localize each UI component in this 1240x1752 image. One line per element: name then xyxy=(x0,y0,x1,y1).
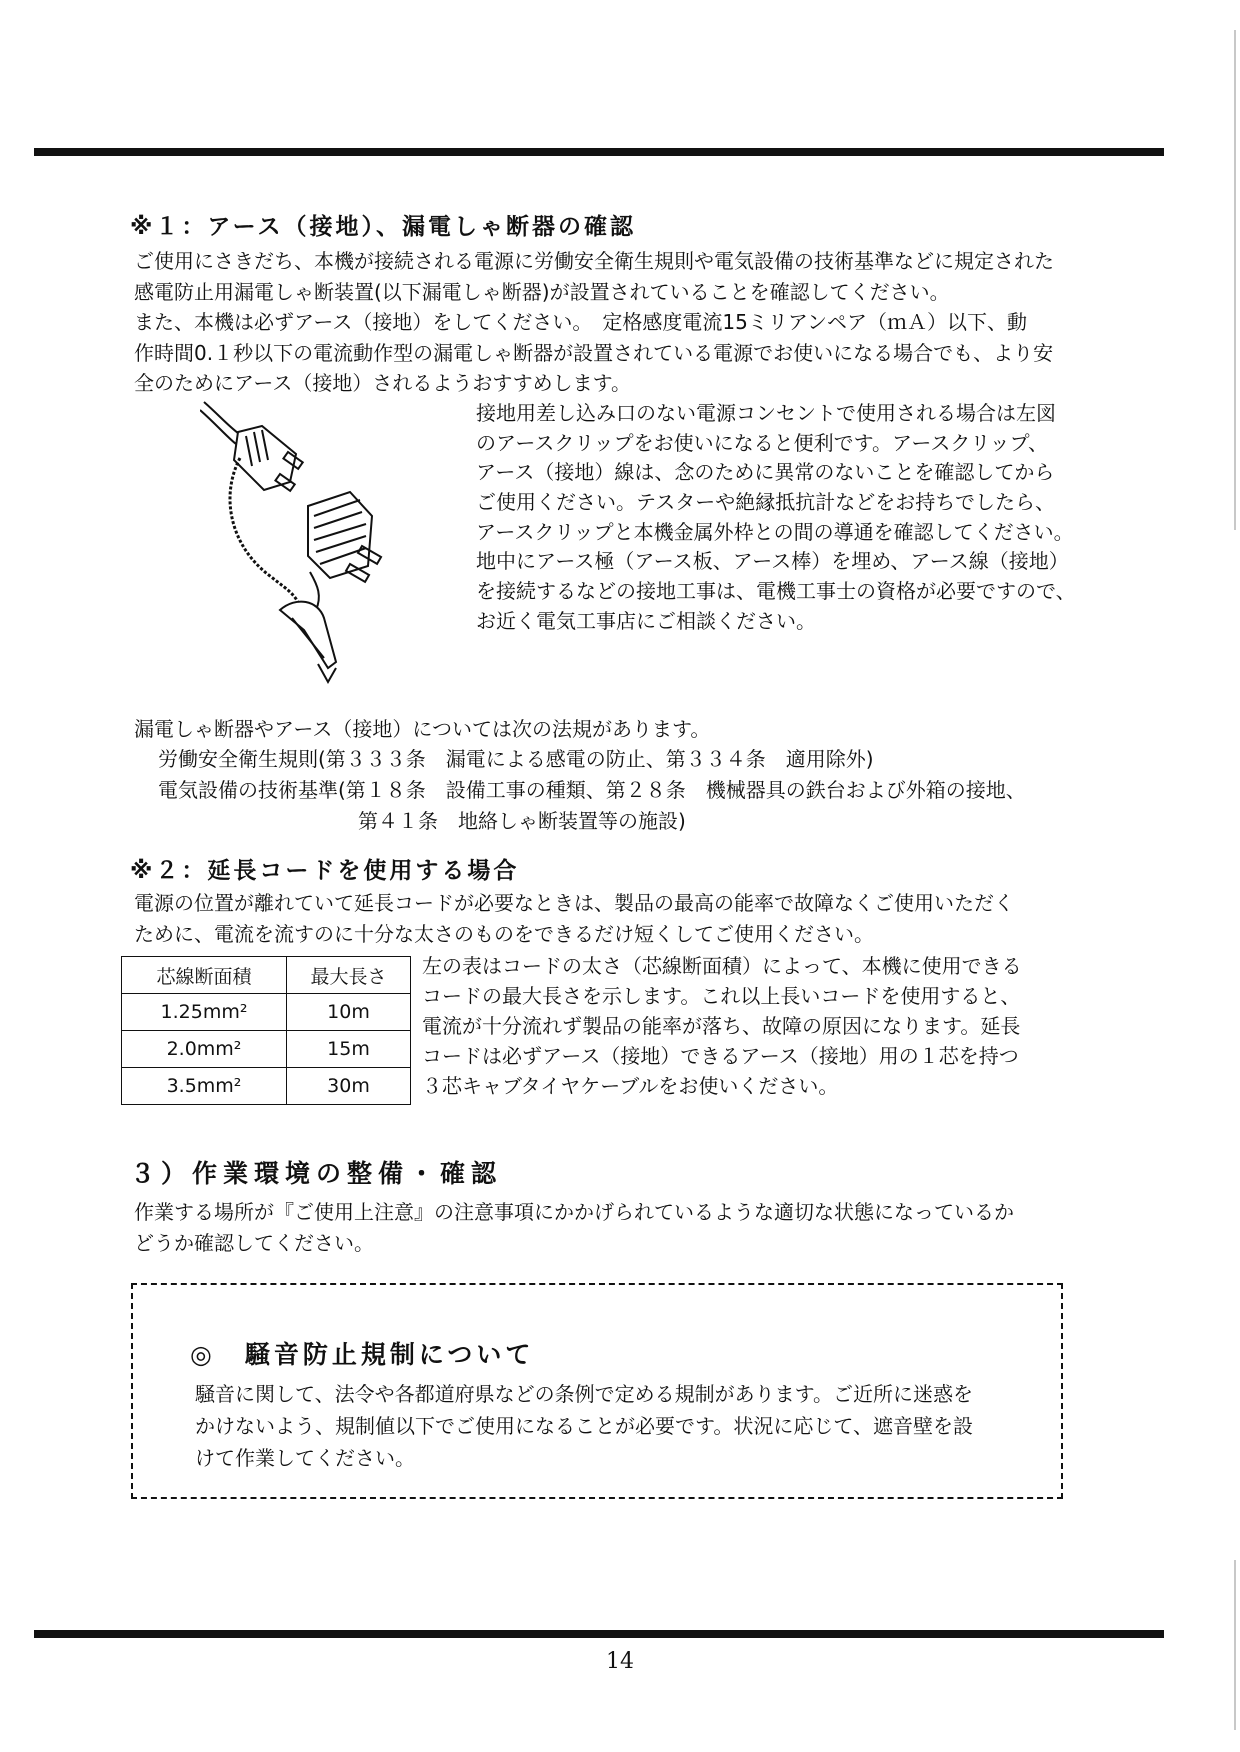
table-cell: 10m xyxy=(287,994,411,1031)
scan-edge-mark xyxy=(1234,1560,1236,1730)
text-line: また、本機は必ずアース（接地）をしてください。 定格感度電流15ミリアンペア（ｍＡ）以下、動 xyxy=(134,310,1028,335)
text-line: 作業する場所が『ご使用上注意』の注意事項にかかげられているような適切な状態になっているか xyxy=(134,1200,1014,1224)
table-cell: 3.5mm² xyxy=(122,1068,287,1105)
text-line: ご使用にさきだち、本機が接続される電源に労働安全衛生規則や電気設備の技術基準などに規定された xyxy=(134,249,1054,273)
cord-length-table xyxy=(121,956,411,1105)
text-line: コードは必ずアース（接地）できるアース（接地）用の１芯を持つ xyxy=(422,1044,1019,1068)
bottom-rule xyxy=(34,1630,1164,1638)
table-cell: 1.25mm² xyxy=(122,994,287,1031)
text-line: 全のためにアース（接地）されるようおすすめします。 xyxy=(134,371,631,396)
text-line: アース（接地）線は、念のために異常のないことを確認してから xyxy=(476,460,1055,485)
notice-heading: ◎ 騒音防止規制について xyxy=(190,1340,535,1369)
text-line: アースクリップと本機金属外枠との間の導通を確認してください。 xyxy=(476,519,1074,544)
section3-text xyxy=(134,1197,1014,1258)
text-line: お近く電気工事店にご相談ください。 xyxy=(476,608,816,633)
text-line: どうか確認してください。 xyxy=(134,1230,374,1255)
text-line: かけないよう、規制値以下でご使用になることが必要です。状況に応じて、遮音壁を設 xyxy=(195,1414,973,1438)
section2-heading: ※２：延長コードを使用する場合 xyxy=(130,858,520,884)
text-line: 騒音に関して、法令や各都道府県などの条例で定める規制があります。ご近所に迷惑を xyxy=(195,1382,973,1406)
notice-text xyxy=(195,1378,973,1474)
top-rule xyxy=(34,148,1164,156)
text-line: 左の表はコードの太さ（芯線断面積）によって、本機に使用できる xyxy=(422,954,1022,978)
cord-side-text xyxy=(422,951,1022,1101)
text-line: 接地用差し込み口のない電源コンセントで使用される場合は左図 xyxy=(476,401,1056,425)
earth-clip-text xyxy=(476,399,1076,637)
law-item: 労働安全衛生規則(第３３３条 漏電による感電の防止、第３３４条 適用除外) xyxy=(158,747,874,771)
table-cell: 15m xyxy=(287,1031,411,1068)
table-cell: 2.0mm² xyxy=(122,1031,287,1068)
table-row xyxy=(122,994,411,1031)
text-line: を接続するなどの接地工事は、電機工事士の資格が必要ですので、 xyxy=(476,579,1076,604)
laws-intro: 漏電しゃ断器やアース（接地）については次の法規があります。 xyxy=(134,717,711,741)
table-row xyxy=(122,1031,411,1068)
table-header-cell: 最大長さ xyxy=(287,957,411,994)
text-line: ご使用ください。テスターや絶縁抵抗計などをお持ちでしたら、 xyxy=(476,490,1055,515)
scan-edge-mark xyxy=(1234,30,1236,530)
text-line: のアースクリップをお使いになると便利です。アースクリップ、 xyxy=(476,430,1048,455)
section1-intro xyxy=(134,246,1054,399)
table-row xyxy=(122,1068,411,1105)
section1-heading: ※１：アース（接地）、漏電しゃ断器の確認 xyxy=(130,214,637,240)
text-line: 感電防止用漏電しゃ断装置(以下漏電しゃ断器)が設置されていることを確認してください。 xyxy=(134,279,950,304)
text-line: 作時間0.１秒以下の電流動作型の漏電しゃ断器が設置されている電源でお使いになる場合でも、より安 xyxy=(134,340,1054,365)
law-item: 電気設備の技術基準(第１８条 設備工事の種類、第２８条 機械器具の鉄台および外箱の接地、 xyxy=(158,778,1026,802)
text-line: 電源の位置が離れていて延長コードが必要なときは、製品の最高の能率で故障なくご使用いただく xyxy=(134,891,1014,915)
text-line: 電流が十分流れず製品の能率が落ち、故障の原因になります。延長 xyxy=(422,1014,1021,1038)
text-line: ３芯キャブタイヤケーブルをお使いください。 xyxy=(422,1074,839,1098)
section2-intro xyxy=(134,888,1014,949)
text-line: 地中にアース極（アース板、アース棒）を埋め、アース線（接地） xyxy=(476,549,1069,574)
table-cell: 30m xyxy=(287,1068,411,1105)
earth-clip-illustration xyxy=(200,396,420,686)
text-line: コードの最大長さを示します。これ以上長いコードを使用すると、 xyxy=(422,984,1021,1008)
text-line: けて作業してください。 xyxy=(195,1446,415,1470)
table-header-cell: 芯線断面積 xyxy=(122,957,287,994)
table-header-row xyxy=(122,957,411,994)
page-number: 14 xyxy=(606,1649,634,1674)
law-item: 第４１条 地絡しゃ断装置等の施設) xyxy=(358,809,686,833)
section3-heading: ３）作業環境の整備・確認 xyxy=(130,1159,503,1188)
text-line: ために、電流を流すのに十分な太さのものをできるだけ短くしてご使用ください。 xyxy=(134,921,874,946)
